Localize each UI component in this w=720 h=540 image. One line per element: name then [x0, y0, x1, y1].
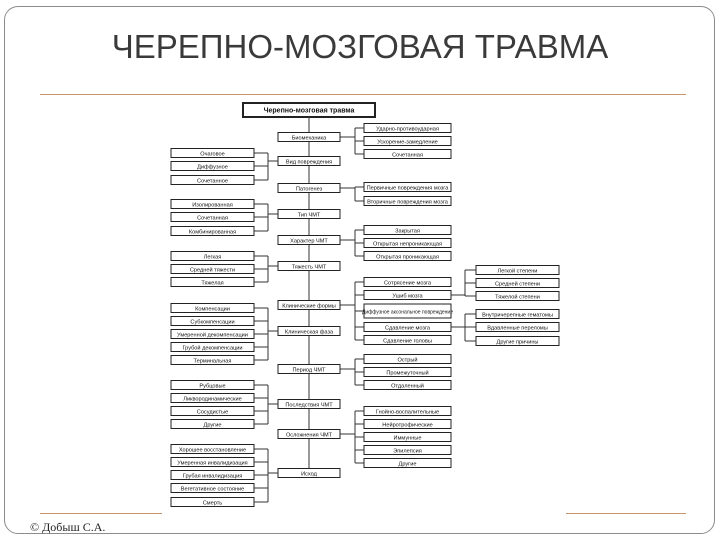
right-node-9-label: Ушиб мозга — [392, 293, 423, 300]
left-node-1-label: Диффузное — [197, 164, 228, 171]
left-node-13-label: Терминальная — [193, 358, 232, 365]
right-node-19-label: Эпилепсия — [393, 448, 422, 455]
left-node-12-label: Грубой декомпенсации — [182, 345, 243, 352]
right-node-8-label: Сотрясение мозга — [384, 280, 431, 287]
left-node-15-label: Ликвородинамические — [183, 396, 242, 403]
far-right-node-4-label: Вдавленные переломы — [487, 325, 548, 332]
center-node-8-label: Период ЧМТ — [292, 367, 326, 374]
right-node-20-label: Другие — [398, 461, 417, 468]
left-node-8-label: Тяжелая — [201, 280, 224, 287]
left-node-18-label: Хорошее восстановление — [178, 447, 247, 454]
left-node-2-label: Сочетанное — [197, 178, 228, 185]
far-right-node-2-label: Тяжелой степени — [495, 294, 540, 301]
footer-copyright: © Добыш С.А. — [30, 520, 106, 534]
right-node-0-label: Ударно-противоударная — [376, 126, 439, 133]
left-node-11-label: Умеренной декомпенсации — [177, 332, 248, 339]
left-node-21-label: Вегетативное состояние — [180, 486, 245, 493]
right-node-18-label: Иммунные — [393, 435, 422, 442]
far-right-node-5-label: Другие причины — [496, 339, 539, 346]
center-node-0-label: Биомеханика — [291, 135, 327, 142]
left-node-9-label: Компенсации — [195, 306, 230, 313]
right-node-16-label: Гнойно-воспалительные — [375, 409, 440, 416]
far-right-node-0-label: Легкой степени — [497, 268, 538, 275]
right-node-11-label: Сдавление мозга — [385, 325, 430, 332]
right-node-12-label: Сдавление головы — [383, 338, 432, 345]
left-node-0-label: Очаговое — [200, 151, 225, 158]
center-node-6-label: Клинические формы — [282, 303, 336, 310]
left-node-16-label: Сосудистые — [196, 409, 229, 416]
right-node-14-label: Промежуточный — [386, 370, 429, 377]
right-node-6-label: Открытая непроникающая — [373, 241, 442, 248]
right-node-17-label: Нейротрофические — [382, 422, 433, 429]
center-node-7-label: Клиническая фаза — [284, 329, 334, 336]
center-node-4-label: Характер ЧМТ — [290, 238, 328, 245]
slide-title: ЧЕРЕПНО-МОЗГОВАЯ ТРАВМА — [111, 28, 609, 65]
root-node-label: Черепно-мозговая травма — [263, 107, 355, 115]
left-node-6-label: Легкая — [203, 254, 222, 261]
left-node-5-label: Комбинированная — [188, 229, 237, 236]
left-node-14-label: Рубцовые — [199, 383, 226, 390]
left-node-20-label: Грубая инвалидизация — [182, 473, 243, 480]
right-node-2-label: Сочетанная — [392, 152, 423, 159]
left-node-19-label: Умеренная инвалидизация — [177, 460, 248, 467]
far-right-node-3-label: Внутричерепные гематомы — [482, 312, 553, 319]
right-node-15-label: Отдаленный — [391, 383, 424, 390]
right-node-7-label: Открытая проникающая — [376, 254, 439, 261]
left-node-4-label: Сочетанная — [197, 215, 228, 222]
right-node-5-label: Закрытая — [395, 228, 420, 235]
left-node-22-label: Смерть — [202, 500, 223, 507]
right-node-13-label: Острый — [397, 357, 418, 364]
right-node-3-label: Первичные повреждения мозга — [366, 185, 449, 192]
left-node-17-label: Другие — [203, 422, 222, 429]
center-node-11-label: Исход — [301, 471, 317, 478]
center-node-10-label: Осложнения ЧМТ — [285, 432, 333, 439]
right-node-4-label: Вторичные повреждения мозга — [367, 199, 448, 206]
center-node-1-label: Вид повреждения — [285, 159, 333, 166]
right-node-10-label: Диффузное аксональное повреждение — [361, 309, 454, 316]
far-right-node-1-label: Средней степени — [494, 281, 541, 288]
left-node-7-label: Средней тяжести — [189, 267, 236, 274]
center-node-5-label: Тяжесть ЧМТ — [291, 264, 327, 271]
center-node-9-label: Последствия ЧМТ — [285, 402, 333, 409]
center-node-2-label: Патогенез — [295, 186, 323, 193]
left-node-3-label: Изолированная — [192, 202, 233, 209]
right-node-1-label: Ускорение-замедление — [377, 139, 438, 146]
left-node-10-label: Субкомпенсации — [190, 319, 235, 326]
center-node-3-label: Тип ЧМТ — [297, 212, 321, 219]
